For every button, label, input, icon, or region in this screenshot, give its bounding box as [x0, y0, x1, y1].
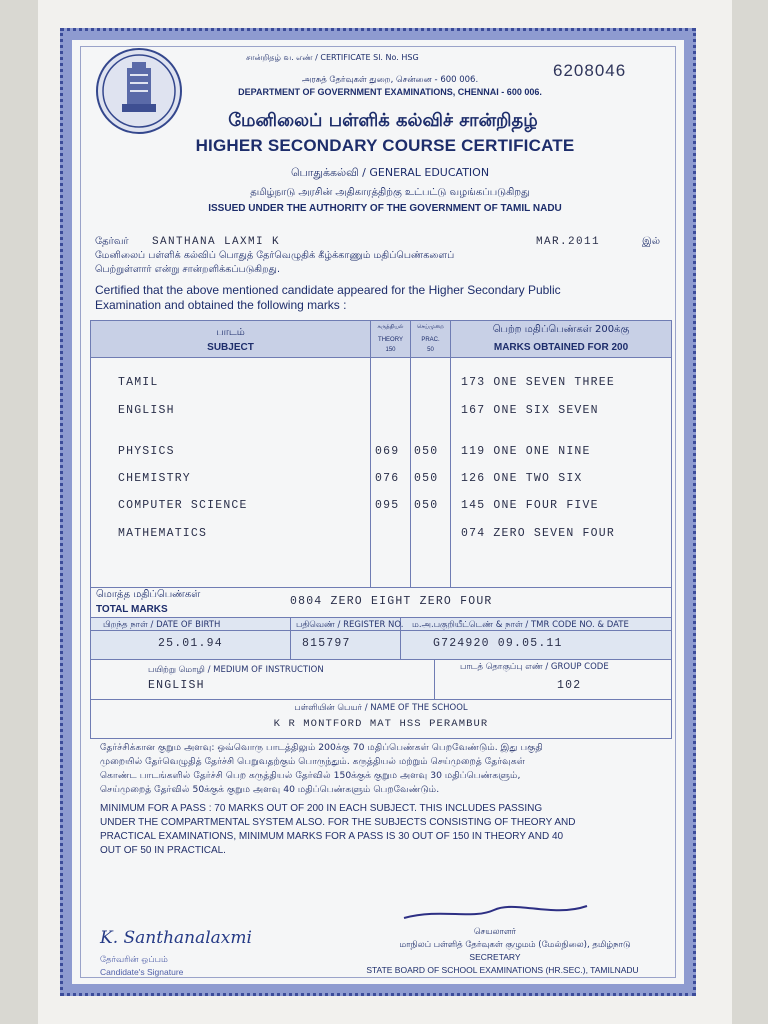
certified-line2: Examination and obtained the following marks : [95, 298, 347, 312]
subtitle: பொதுக்கல்வி / GENERAL EDUCATION [290, 166, 490, 179]
exam-month: MAR.2011 [536, 236, 601, 248]
note-tamil-2: முறையில் தேர்வெழுதித் தேர்ச்சி பெறுவதற்கும் பொருந்தும். கருத்தியல் மற்றும் செய்முறைத் தேர்வுகள் [100, 756, 526, 767]
board-name: STATE BOARD OF SCHOOL EXAMINATIONS (HR.SEC.), TAMILNADU [366, 965, 639, 975]
subject-header: SUBJECT [207, 342, 254, 353]
row-marks: 167 ONE SIX SEVEN [461, 404, 599, 417]
certificate-title: HIGHER SECONDARY COURSE CERTIFICATE [195, 136, 575, 155]
marks-header-tamil: பெற்ற மதிப்பெண்கள் 200க்கு [492, 324, 630, 335]
row-marks: 173 ONE SEVEN THREE [461, 376, 615, 389]
row-marks: 074 ZERO SEVEN FOUR [461, 527, 615, 540]
row-prac: 050 [414, 499, 439, 512]
row-prac: 050 [414, 472, 439, 485]
theory-header: THEORY [378, 337, 403, 343]
row-subject: COMPUTER SCIENCE [118, 499, 248, 512]
note-tamil-4: செய்முறைத் தேர்வில் 50க்குக் குறும அளவு 40 மதிப்பெண்களும் பெறவேண்டும். [100, 784, 440, 795]
school-name: K R MONTFORD MAT HSS PERAMBUR [273, 718, 489, 730]
row-theory: 069 [375, 445, 400, 458]
candidate-prefix: தேர்வர் [95, 236, 129, 247]
row-subject: TAMIL [118, 376, 159, 389]
row-theory: 095 [375, 499, 400, 512]
note-english-4: OUT OF 50 IN PRACTICAL. [100, 845, 226, 856]
register-number: 815797 [302, 637, 351, 650]
note-tamil-3: கொண்ட பாடங்களில் தேர்ச்சி பெற கருத்தியல் தேர்வில் 150க்குக் குறும அளவு 30 மதிப்பெண்களும், [100, 770, 521, 781]
board-tamil: மாநிலப் பள்ளித் தேர்வுகள் குழுமம் (மேல்நிலை), தமிழ்நாடு [399, 940, 631, 950]
certified-line1: Certified that the above mentioned candidate appeared for the Higher Secondary Public [95, 283, 561, 297]
group-code: 102 [557, 679, 582, 692]
note-english-3: PRACTICAL EXAMINATIONS, MINIMUM MARKS FOR A PASS IS 30 OUT OF 150 IN THEORY AND 40 [100, 831, 564, 842]
note-english-2: UNDER THE COMPARTMENTAL SYSTEM ALSO. FOR THE SUBJECTS CONSISTING OF THEORY AND [100, 817, 576, 828]
row-prac: 050 [414, 445, 439, 458]
candidate-signature-tamil: தேர்வரின் ஒப்பம் [100, 955, 168, 965]
candidate-tamil-line3: பெற்றுள்ளார் என்று சான்றளிக்கப்படுகிறது. [95, 264, 281, 275]
candidate-signature: K. Santhanalaxmi [100, 928, 252, 948]
secretary-title-tamil: செயலாளர் [473, 927, 517, 937]
theory-header-tamil: கருத்தியல் [377, 324, 404, 330]
dept-tamil: அரசுத் தேர்வுகள் துறை, சென்னை - 600 006. [301, 75, 479, 85]
note-english-1: MINIMUM FOR A PASS : 70 MARKS OUT OF 200 IN EACH SUBJECT. THIS INCLUDES PASSING [100, 803, 543, 814]
dept-english: DEPARTMENT OF GOVERNMENT EXAMINATIONS, CHENNAI - 600 006. [238, 87, 542, 97]
row-marks: 119 ONE ONE NINE [461, 445, 591, 458]
row-marks: 145 ONE FOUR FIVE [461, 499, 599, 512]
dob-label: பிறந்த நாள் / DATE OF BIRTH [103, 620, 221, 630]
tmr-label: ம.அ.பகுறியீட்டெண் & நாள் / TMR CODE NO. & DATE [412, 620, 629, 630]
row-subject: PHYSICS [118, 445, 175, 458]
marks-header: MARKS OBTAINED FOR 200 [493, 342, 629, 353]
row-marks: 126 ONE TWO SIX [461, 472, 583, 485]
row-theory: 076 [375, 472, 400, 485]
group-label: பாடத் தொகுப்பு எண் / GROUP CODE [460, 662, 609, 672]
register-label: பதிவெண் / REGISTER NO. [296, 620, 404, 630]
secretary-signature-icon [402, 900, 592, 928]
note-tamil-1: தேர்ச்சிக்கான குறும அளவு: ஒவ்வொரு பாடத்திலும் 200க்கு 70 மதிப்பெண்கள் பெறவேண்டும். இது பகுதி [100, 742, 543, 753]
serial-label: சான்றிதழ் வ. எண் / CERTIFICATE Sl. No. HSG [246, 53, 419, 62]
total-label: TOTAL MARKS [96, 604, 168, 615]
medium-label: பயிற்று மொழி / MEDIUM OF INSTRUCTION [148, 665, 324, 675]
row-subject: CHEMISTRY [118, 472, 191, 485]
candidate-tamil-line2: மேனிலைப் பள்ளிக் கல்விப் பொதுத் தேர்வெழுதிக் கீழ்க்காணும் மதிப்பெண்களைப் [95, 250, 455, 261]
candidate-signature-label: Candidate's Signature [100, 967, 184, 977]
date-of-birth: 25.01.94 [158, 637, 223, 650]
row-subject: MATHEMATICS [118, 527, 208, 540]
tmr-code: G724920 09.05.11 [433, 637, 563, 650]
authority-english: ISSUED UNDER THE AUTHORITY OF THE GOVERNMENT OF TAMIL NADU [208, 203, 562, 214]
school-label: பள்ளியின் பெயர் / NAME OF THE SCHOOL [294, 703, 468, 713]
subject-header-tamil: பாடம் [216, 327, 245, 338]
authority-tamil: தமிழ்நாடு அரசின் அதிகாரத்திற்கு உட்பட்டு வழங்கப்படுகிறது [250, 187, 530, 198]
total-marks-value: 0804 ZERO EIGHT ZERO FOUR [290, 595, 493, 608]
candidate-name: SANTHANA LAXMI K [152, 236, 281, 248]
prac-header-tamil: செய்முறை [416, 324, 445, 330]
row-subject: ENGLISH [118, 404, 175, 417]
title-tamil: மேனிலைப் பள்ளிக் கல்விச் சான்றிதழ் [228, 110, 538, 131]
theory-max: 150 [385, 347, 396, 353]
total-label-tamil: மொத்த மதிப்பெண்கள் [96, 589, 201, 600]
candidate-suffix: இல் [642, 236, 661, 247]
prac-header: PRAC. [421, 337, 440, 343]
prac-max: 50 [427, 347, 434, 353]
secretary-title: SECRETARY [469, 952, 521, 962]
serial-number: 6208046 [553, 61, 627, 80]
medium: ENGLISH [148, 679, 205, 692]
